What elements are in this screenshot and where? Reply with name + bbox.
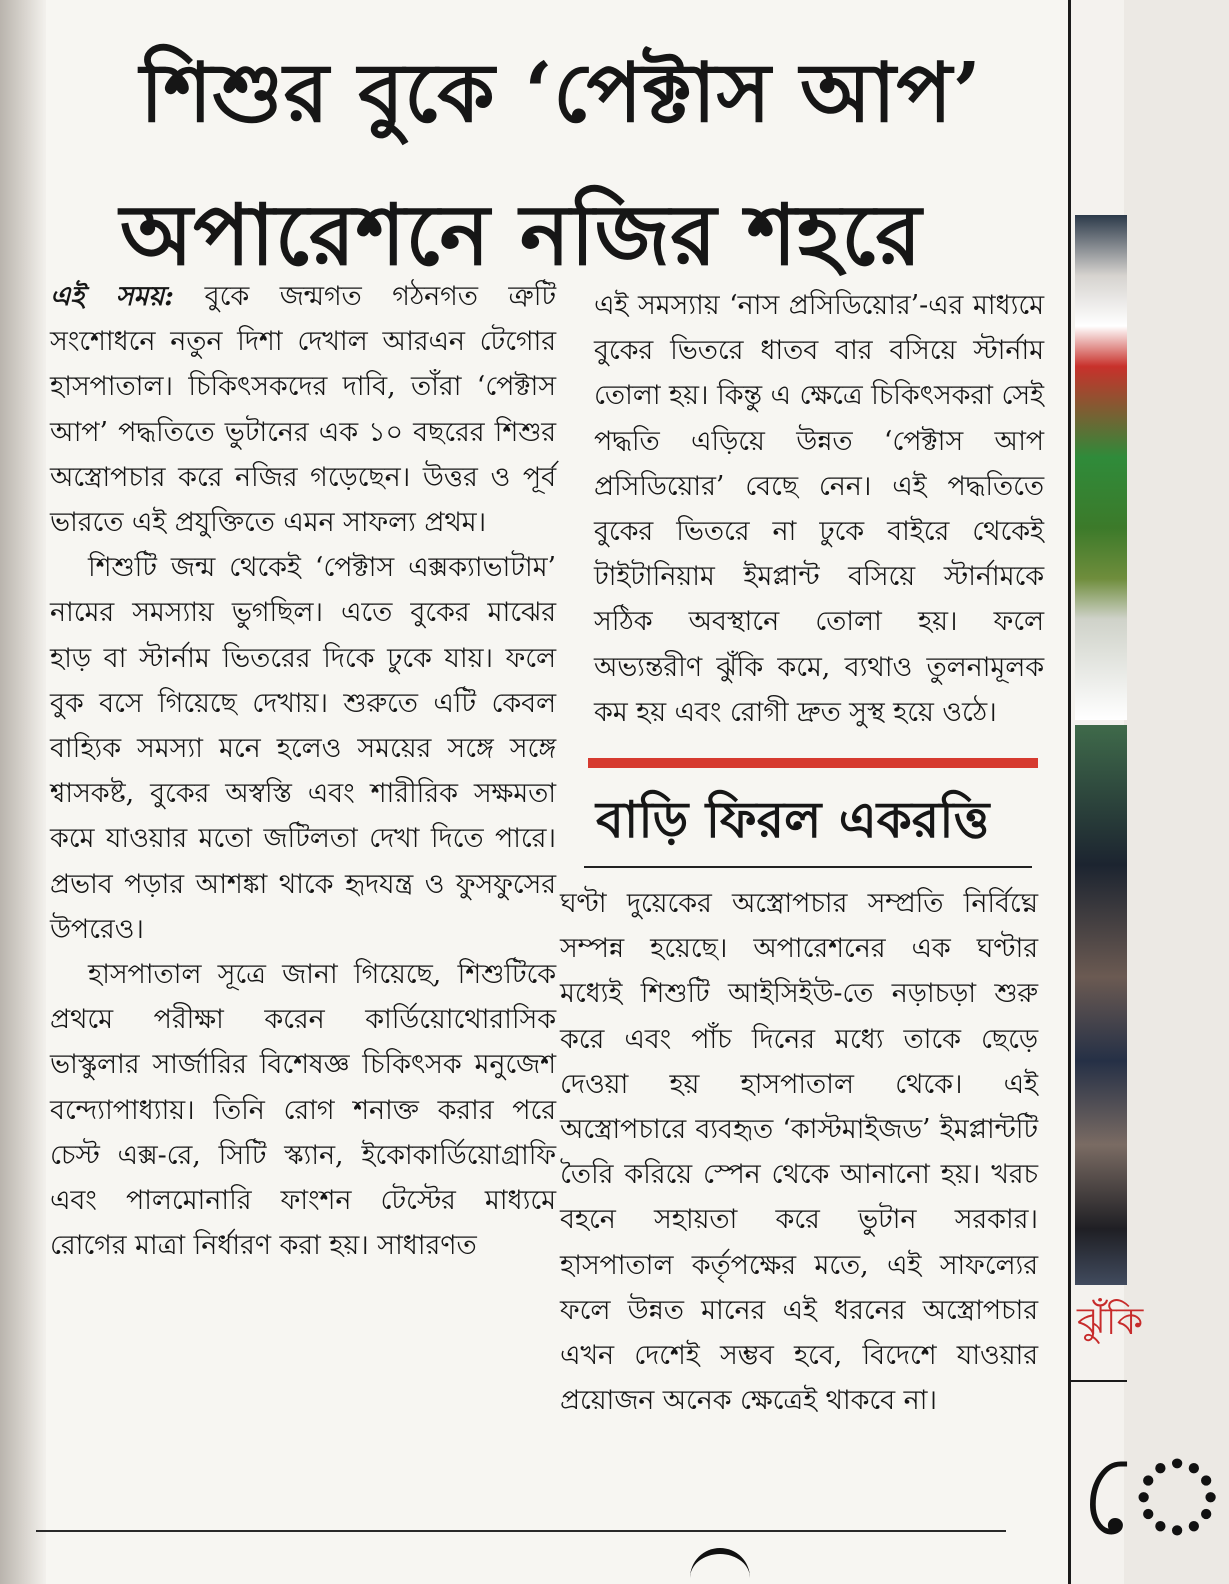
left-column	[50, 274, 556, 1268]
headline-line-1: শিশুর বুকে ‘পেক্টাস আপ’	[140, 45, 982, 141]
page-binding-edge	[0, 0, 46, 1584]
adjacent-rule	[1071, 1380, 1127, 1382]
section-divider-red	[588, 758, 1038, 768]
right-column-bottom	[560, 881, 1038, 1423]
adjacent-headline-fragment: ে	[1081, 1431, 1229, 1559]
footer-rule	[36, 1530, 1006, 1532]
subheading: বাড়ি ফিরল একরত্তি	[596, 790, 990, 849]
paragraph-3: হাসপাতাল সূত্রে জানা গিয়েছে, শিশুটিকে প্রথমে পরীক্ষা করেন কার্ডিয়োথোরাসিক ভাস্কুলার সার্জারির বিশেষজ্ঞ চিকিৎসক মনুজেশ বন্দ্যোপাধ্যায়। তিনি রোগ শনাক্ত করার পরে চেস্ট এক্স-রে, সিটি স্ক্যান, ইকোকার্ডিয়োগ্রাফি এবং পালমোনারি ফাংশন টেস্টের মাধ্যমে রোগের মাত্রা নির্ধারণ করা হয়। সাধারণত	[50, 959, 556, 1262]
adjacent-photo-bottom	[1075, 725, 1127, 1285]
adjacent-caption: ঝুঁকি	[1077, 1299, 1144, 1343]
subheading-underline	[584, 866, 1032, 868]
paragraph-4: এই সমস্যায় ‘নাস প্রসিডিয়োর’-এর মাধ্যমে বুকের ভিতরে ধাতব বার বসিয়ে স্টার্নাম তোলা হয়। কিন্তু এ ক্ষেত্রে চিকিৎসকরা সেই পদ্ধতি এড়িয়ে উন্নত ‘পেক্টাস আপ প্রসিডিয়োর’ বেছে নেন। এই পদ্ধতিতে বুকের ভিতরে না ঢুকে বাইরে থেকেই টাইটানিয়াম ইমপ্লান্ট বসিয়ে স্টার্নামকে সঠিক অবস্থানে তোলা হয়। ফলে অভ্যন্তরীণ ঝুঁকি কমে, ব্যথাও তুলনামূলক কম হয় এবং রোগী দ্রুত সুস্থ হয়ে ওঠে।	[594, 290, 1044, 728]
paragraph-5: ঘণ্টা দুয়েকের অস্ত্রোপচার সম্প্রতি নির্বিঘ্নে সম্পন্ন হয়েছে। অপারেশনের এক ঘণ্টার মধ্যেই শিশুটি আইসিইউ-তে নড়াচড়া শুরু করে এবং পাঁচ দিনের মধ্যে তাকে ছেড়ে দেওয়া হয় হাসপাতাল থেকে। এই অস্ত্রোপচারে ব্যবহৃত ‘কাস্টমাইজড’ ইমপ্লান্টটি তৈরি করিয়ে স্পেন থেকে আনানো হয়। খরচ বহনে সহায়তা করে ভুটান সরকার। হাসপাতাল কর্তৃপক্ষের মতে, এই সাফল্যের ফলে উন্নত মানের এই ধরনের অস্ত্রোপচার এখন দেশেই সম্ভব হবে, বিদেশে যাওয়ার প্রয়োজন অনেক ক্ষেত্রেই থাকবে না।	[560, 888, 1038, 1417]
paragraph-2: শিশুটি জন্ম থেকেই ‘পেক্টাস এক্সক্যাভাটাম’ নামের সমস্যায় ভুগছিল। এতে বুকের মাঝের হাড় বা স্টার্নাম ভিতরের দিকে ঢুকে যায়। ফলে বুক বসে গিয়েছে দেখায়। শুরুতে এটি কেবল বাহ্যিক সমস্যা মনে হলেও সময়ের সঙ্গে সঙ্গে শ্বাসকষ্ট, বুকের অস্বস্তি এবং শারীরিক সক্ষমতা কমে যাওয়ার মতো জটিলতা দেখা দিতে পারে। প্রভাব পড়ার আশঙ্কা থাকে হৃদযন্ত্র ও ফুসফুসের উপরেও।	[50, 552, 556, 945]
paragraph-1-text: বুকে জন্মগত গঠনগত ত্রুটি সংশোধনে নতুন দিশা দেখাল আরএন টেগোর হাসপাতাল। চিকিৎসকদের দাবি, তাঁরা ‘পেক্টাস আপ’ পদ্ধতিতে ভুটানের এক ১০ বছরের শিশুর অস্ত্রোপচার করে নজির গড়েছেন। উত্তর ও পূর্ব ভারতে এই প্রযুক্তিতে এমন সাফল্য প্রথম।	[50, 281, 556, 539]
adjacent-photo-top	[1075, 215, 1127, 720]
dateline: এই সময়:	[50, 281, 175, 312]
headline-line-2: অপারেশনে নজির শহরে	[120, 185, 922, 284]
paragraph-1	[50, 274, 556, 545]
adjacent-article-strip	[1068, 0, 1229, 1584]
right-column-top	[594, 283, 1044, 735]
